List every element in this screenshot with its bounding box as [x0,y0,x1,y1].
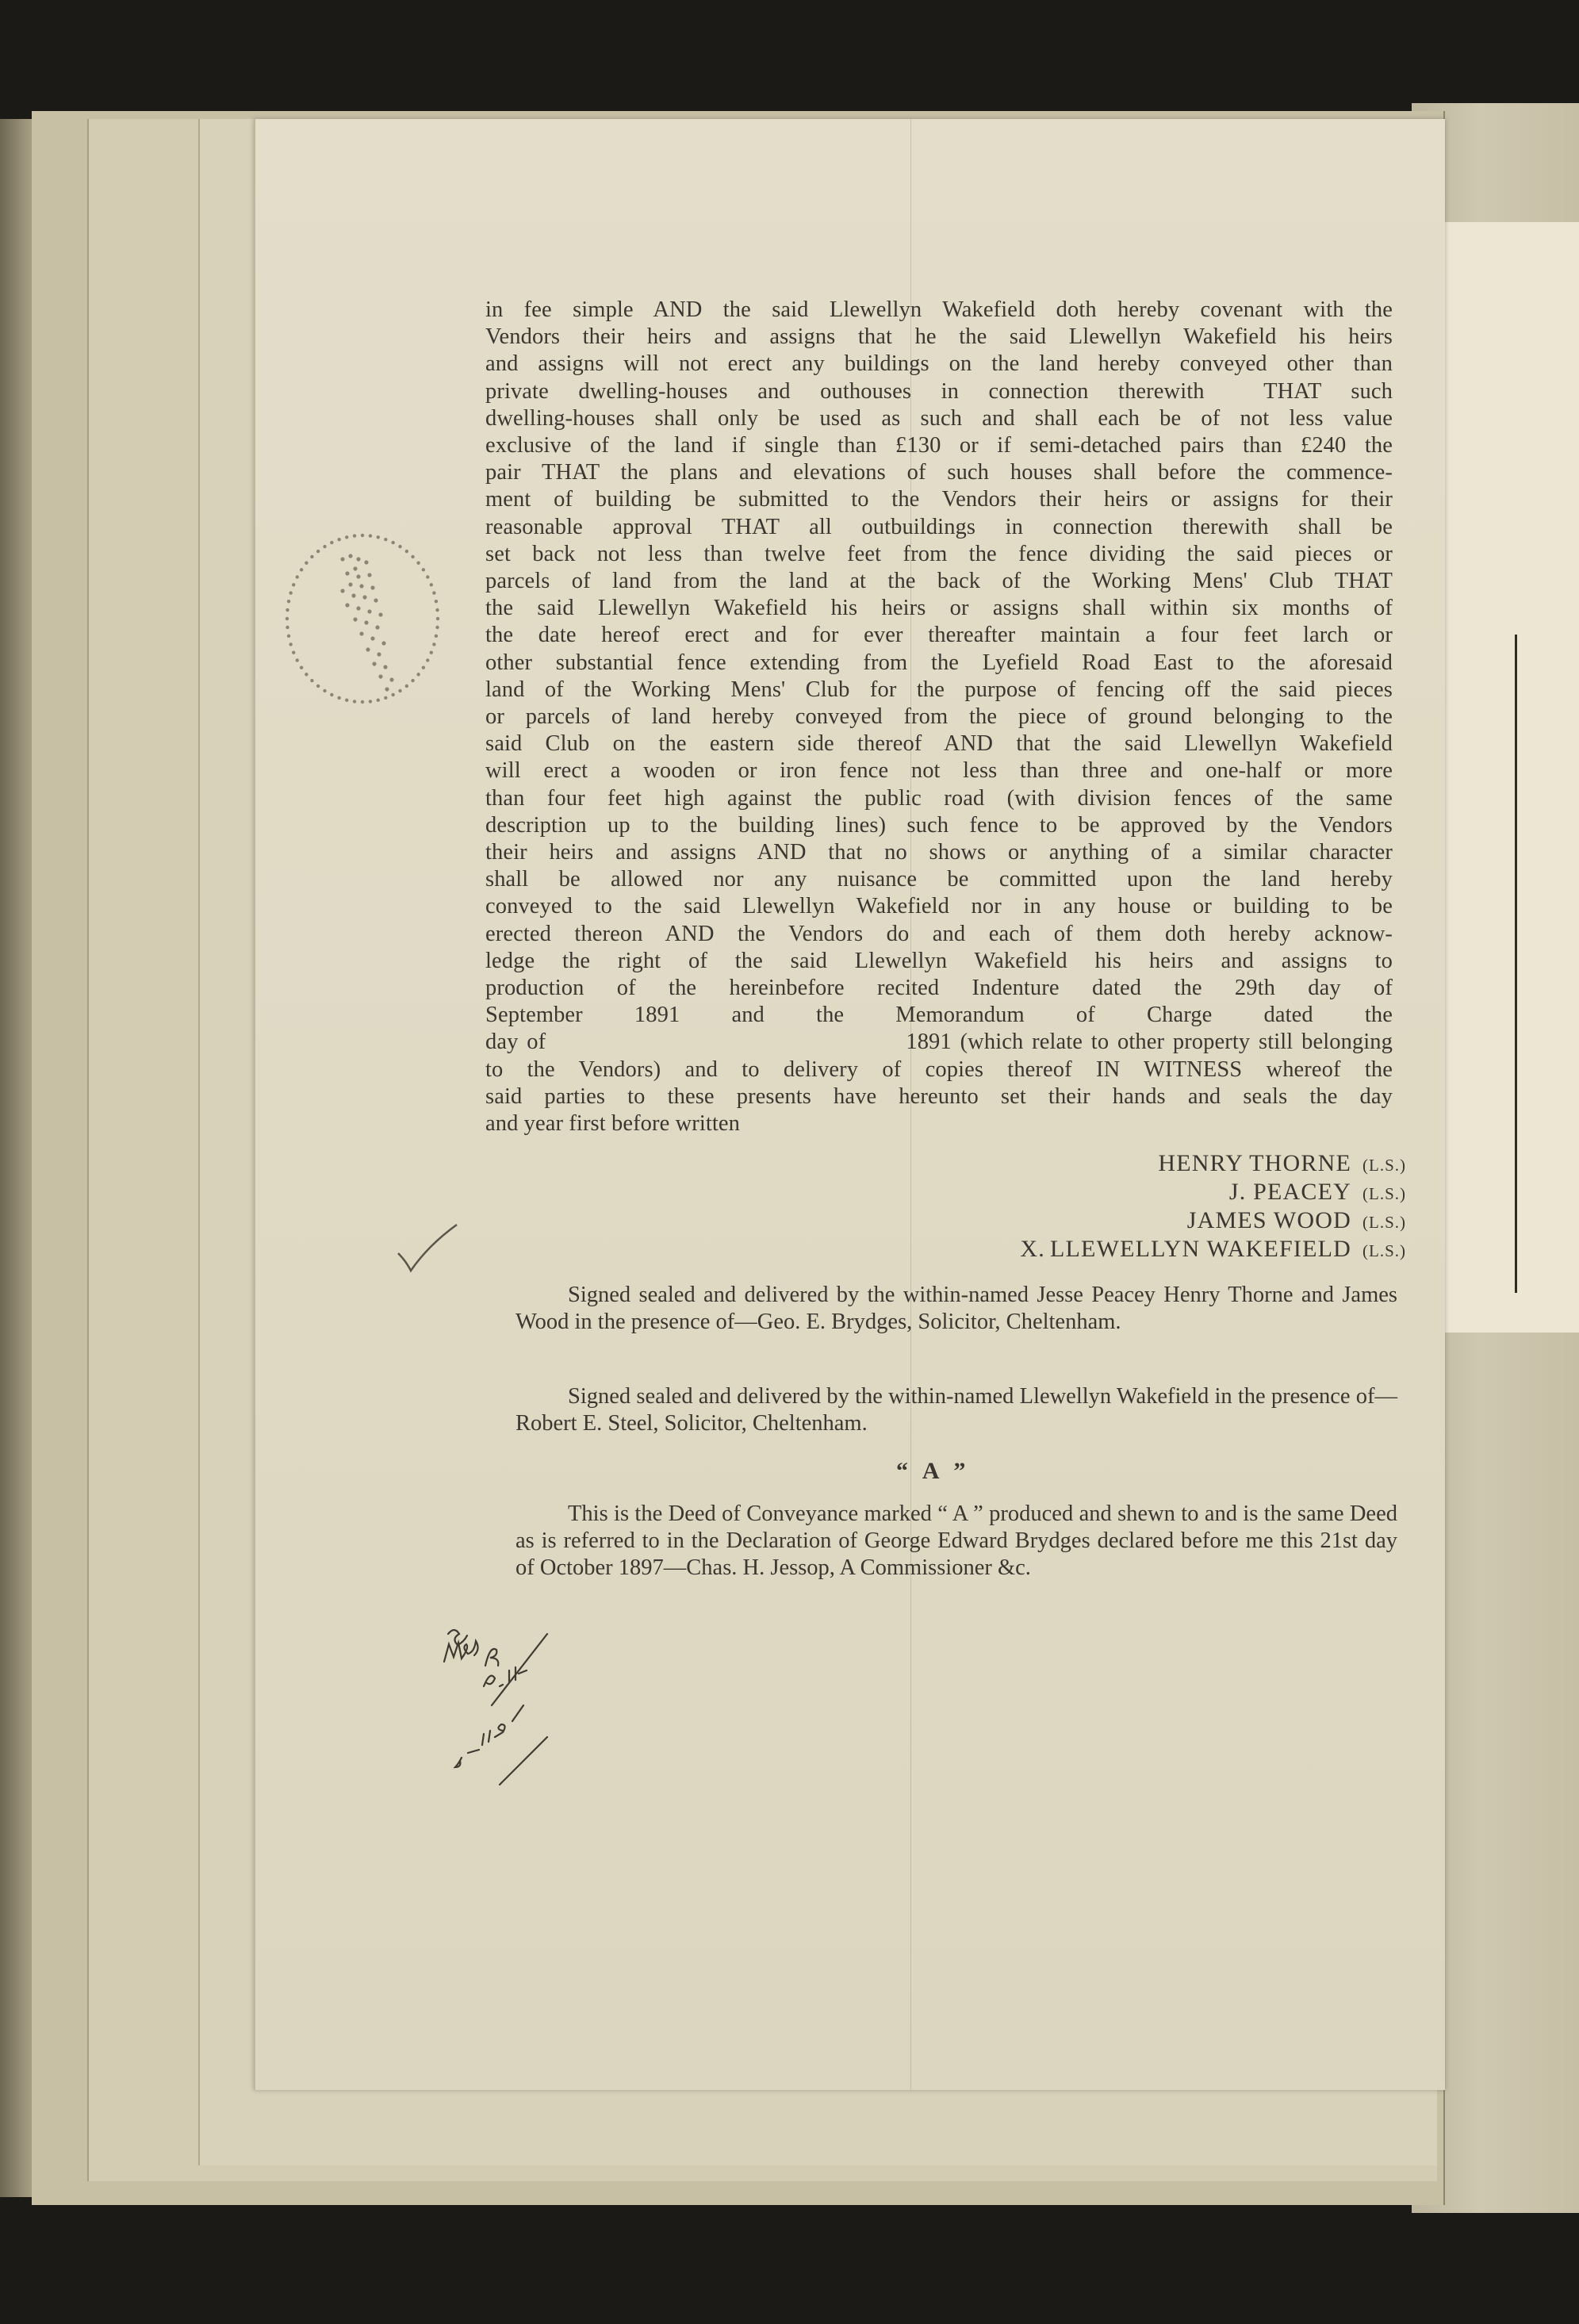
deed-text-line: ment of building be submitted to the Vendors their heirs or assigns for their [485,487,1393,512]
deed-text-line: day of 1891 (which relate to other property still belonging [485,1030,1393,1055]
deed-text-line: private dwelling-houses and outhouses in connection therewith THAT such [485,378,1393,404]
witness-clause-1: Signed sealed and delivered by the within-named Jesse Peacey Henry Thorne and James Wood in the presence of—Geo. E. Brydges, Solicitor, Cheltenham. [515,1283,1397,1334]
signature-row [952,1179,1428,1207]
signature-row [952,1236,1428,1264]
deed-body-text [485,297,1393,1137]
exhibit-mark: “ A ” [896,1458,971,1484]
deed-text-line: Vendors their heirs and assigns that he the said Llewellyn Wakefield his heirs [485,324,1393,350]
signatory-name: HENRY THORNE [1158,1150,1351,1176]
deed-text-line: said Club on the eastern side thereof AND that the said Llewellyn Wakefield [485,731,1393,757]
deed-text-line: their heirs and assigns AND that no shows or anything of a similar character [485,840,1393,865]
deed-text-line: and year first before written [485,1111,741,1137]
deed-text-line: said parties to these presents have hereunto set their hands and seals the day [485,1083,1393,1109]
deed-text-line: dwelling-houses shall only be used as such and shall each be of not less value [485,405,1393,431]
signatory-name: JAMES WOOD [1186,1207,1351,1233]
signature-row [952,1150,1428,1179]
signatory-name: J. PEACEY [1228,1179,1351,1205]
deed-text-line: and assigns will not erect any buildings on the land hereby conveyed other than [485,351,1393,377]
deed-text-line: production of the hereinbefore recited Indenture dated the 29th day of [485,976,1393,1001]
perforated-seal-stamp [279,527,446,710]
deed-text-line: reasonable approval THAT all outbuildings in connection therewith shall be [485,514,1393,539]
signature-row [952,1207,1428,1236]
deed-text-line: the date hereof erect and for ever thereafter maintain a four feet larch or [485,623,1393,648]
signature-mark: X. [1020,1236,1045,1262]
plan-border [1515,635,1579,1293]
deed-text-line: description up to the building lines) such fence to be approved by the Vendors [485,812,1393,838]
signature-block [952,1150,1428,1264]
deed-text-line: shall be allowed nor any nuisance be committed upon the land hereby [485,867,1393,892]
deed-text-line: in fee simple AND the said Llewellyn Wakefield doth hereby covenant with the [485,297,1393,322]
deed-text-line: the said Llewellyn Wakefield his heirs or assigns shall within six months of [485,596,1393,621]
deed-text-line: September 1891 and the Memorandum of Charge dated the [485,1003,1393,1028]
signatory-name: LLEWELLYN WAKEFIELD [1050,1236,1351,1262]
exhibit-statement: This is the Deed of Conveyance marked “ A ” produced and shewn to and is the same Deed as is referred to in the Declaration of George Edward Brydges declared before me this 21st day of October 1897—Chas. H. Jessop, A Commissioner &c. [515,1501,1397,1580]
deed-text-line: other substantial fence extending from the Lyefield Road East to the aforesaid [485,650,1393,675]
deed-text-line: will erect a wooden or iron fence not less than three and one-half or more [485,758,1393,784]
pencil-tick-mark [397,1221,460,1277]
deed-text-line: exclusive of the land if single than £130 or if semi-detached pairs than £240 the [485,433,1393,458]
seal-indicator: (L.S.) [1362,1213,1406,1232]
deed-text-line: parcels of land from the land at the back of the Working Mens' Club THAT [485,569,1393,594]
deed-text-line: erected thereon AND the Vendors do and each of them doth hereby acknow- [485,921,1393,946]
witness-clause-2: Signed sealed and delivered by the within-named Llewellyn Wakefield in the presence of—Robert E. Steel, Solicitor, Cheltenham. [515,1384,1397,1436]
seal-indicator: (L.S.) [1362,1184,1406,1203]
deed-text-line: pair THAT the plans and elevations of such houses shall before the commence- [485,460,1393,485]
seal-indicator: (L.S.) [1362,1156,1406,1175]
deed-text-line: land of the Working Mens' Club for the purpose of fencing off the said pieces [485,677,1393,702]
deed-text-line: to the Vendors) and to delivery of copies thereof IN WITNESS whereof the [485,1057,1393,1082]
deed-text-line: or parcels of land hereby conveyed from the piece of ground belonging to the [485,704,1393,730]
deed-text-line: ledge the right of the said Llewellyn Wakefield his heirs and assigns to [485,948,1393,973]
deed-text-line: than four feet high against the public road (with division fences of the same [485,785,1393,811]
deed-text-line: conveyed to the said Llewellyn Wakefield nor in any house or building to be [485,894,1393,919]
handwritten-annotation [436,1618,595,1793]
seal-indicator: (L.S.) [1362,1241,1406,1260]
deed-text-line: set back not less than twelve feet from the fence dividing the said pieces or [485,541,1393,566]
